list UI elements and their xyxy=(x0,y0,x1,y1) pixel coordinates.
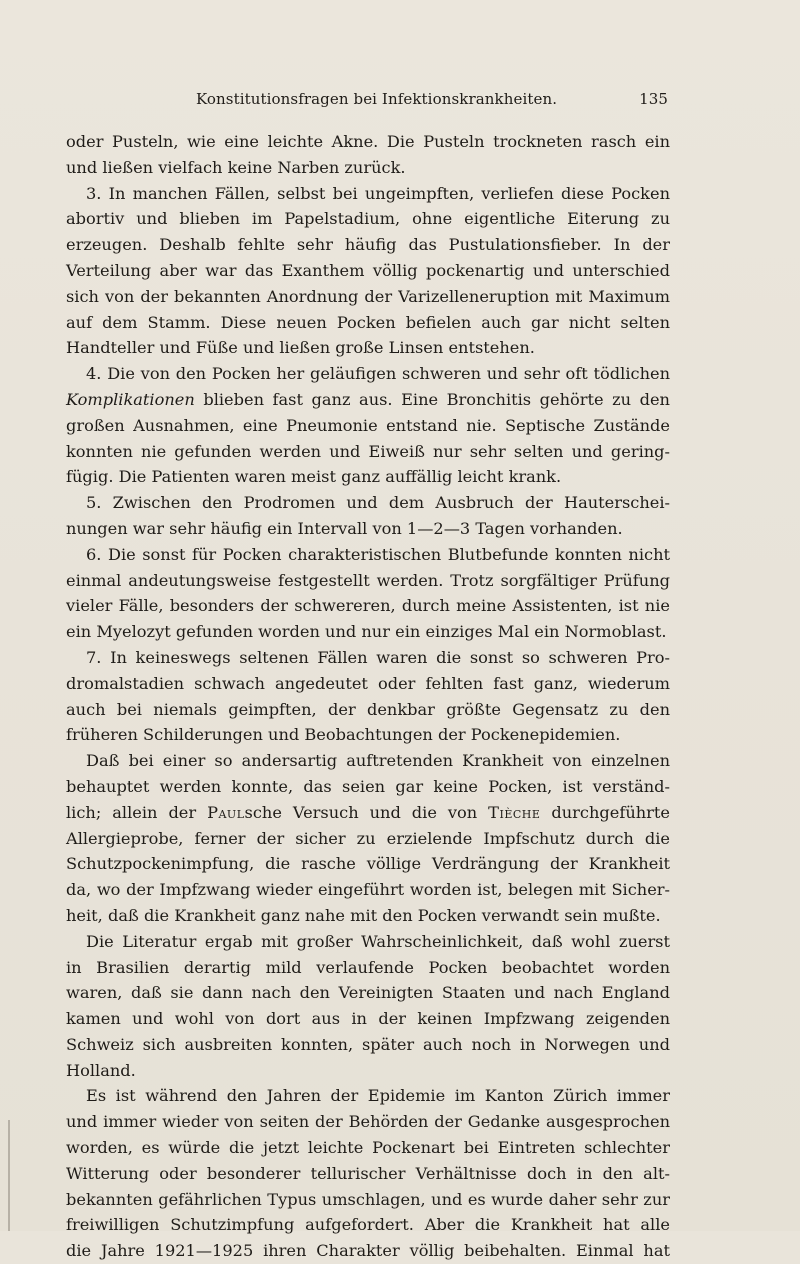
text-line: heit, daß die Krankheit ganz nahe mit den Pocken verwandt sein mußte. xyxy=(66,905,661,925)
text-line: waren, daß sie dann nach den Vereinigten Staaten und nach England xyxy=(66,983,670,1003)
scan-edge-mark xyxy=(8,1120,10,1231)
text-fragment: lich; allein der xyxy=(66,802,208,822)
text-line: sich von der bekannten Anordnung der Varizelleneruption mit Maximum xyxy=(66,286,670,306)
text-fragment: durchgeführte xyxy=(540,802,670,822)
text-line: da, wo der Impfzwang wieder eingeführt worden ist, belegen mit Sicher- xyxy=(66,880,670,900)
text-line: 4. Die von den Pocken her geläufigen schweren und sehr oft tödlichen xyxy=(86,364,670,384)
text-line: Witterung oder besonderer tellurischer Verhältnisse doch in den alt- xyxy=(66,1163,670,1183)
text-line: dromalstadien schwach angedeutet oder fehlten fast ganz, wiederum xyxy=(66,673,670,693)
text-line: großen Ausnahmen, eine Pneumonie entstand nie. Septische Zustände xyxy=(66,415,670,435)
text-line: nungen war sehr häufig ein Intervall von 1—2—3 Tagen vorhanden. xyxy=(66,518,623,538)
italic-term: Komplikationen xyxy=(66,389,195,409)
text-line: in Brasilien derartig mild verlaufende Pocken beobachtet worden xyxy=(66,957,670,977)
text-line: einmal andeutungsweise festgestellt werden. Trotz sorgfältiger Prüfung xyxy=(66,570,670,590)
text-line: bekannten gefährlichen Typus umschlagen, und es wurde daher sehr zur xyxy=(66,1189,670,1209)
text-line: früheren Schilderungen und Beobachtungen der Pockenepidemien. xyxy=(66,725,621,745)
text-line: Allergieprobe, ferner der sicher zu erzielende Impfschutz durch die xyxy=(66,828,670,848)
text-line: kamen und wohl von dort aus in der keinen Impfzwang zeigenden xyxy=(66,1009,670,1029)
text-line: konnten nie gefunden werden und Eiweiß nur sehr selten und gering- xyxy=(66,441,670,461)
text-line: 3. In manchen Fällen, selbst bei ungeimpften, verliefen diese Pocken xyxy=(86,183,670,203)
text-fragment: sche Versuch und die von xyxy=(244,802,489,822)
text-line: Schutzpockenimpfung, die rasche völlige Verdrängung der Krankheit xyxy=(66,854,670,874)
text-line: Verteilung aber war das Exanthem völlig pockenartig und unterschied xyxy=(66,260,670,280)
text-line: und immer wieder von seiten der Behörden der Gedanke ausgesprochen xyxy=(66,1112,670,1132)
text-line: auch bei niemals geimpften, der denkbar größte Gegensatz zu den xyxy=(66,699,670,719)
author-name-paul: Paul xyxy=(207,802,245,822)
text-line: freiwilligen Schutzimpfung aufgefordert. Aber die Krankheit hat alle xyxy=(66,1215,670,1235)
text-line: erzeugen. Deshalb fehlte sehr häufig das Pustulationsfieber. In der xyxy=(66,235,670,255)
text-line: die Jahre 1921—1925 ihren Charakter völlig beibehalten. Einmal hat xyxy=(66,1241,670,1261)
text-line: 5. Zwischen den Prodromen und dem Ausbruch der Hauterschei- xyxy=(86,493,670,513)
text-line: fügig. Die Patienten waren meist ganz auffällig leicht krank. xyxy=(66,467,562,487)
text-line: Es ist während den Jahren der Epidemie im Kanton Zürich immer xyxy=(86,1086,670,1106)
text-line: ein Myelozyt gefunden worden und nur ein einziges Mal ein Normoblast. xyxy=(66,622,667,642)
text-line: Handteller und Füße und ließen große Linsen entstehen. xyxy=(66,338,535,358)
text-line: Daß bei einer so andersartig auftretenden Krankheit von einzelnen xyxy=(86,751,670,771)
text-line: vieler Fälle, besonders der schwereren, durch meine Assistenten, ist nie xyxy=(66,596,670,616)
text-line: abortiv und blieben im Papelstadium, ohne eigentliche Eiterung zu xyxy=(66,209,670,229)
text-line xyxy=(66,800,670,826)
text-line: worden, es würde die jetzt leichte Pockenart bei Eintreten schlechter xyxy=(66,1138,670,1158)
body-text xyxy=(66,129,670,1264)
text-line: Holland. xyxy=(66,1060,136,1080)
text-fragment: blieben fast ganz aus. Eine Bronchitis gehörte zu den xyxy=(194,389,670,409)
running-header xyxy=(66,90,668,114)
text-line xyxy=(66,387,670,413)
text-line: und ließen vielfach keine Narben zurück. xyxy=(66,157,406,177)
text-line: behauptet werden konnte, das seien gar keine Pocken, ist verständ- xyxy=(66,776,670,796)
text-line: Die Literatur ergab mit großer Wahrscheinlichkeit, daß wohl zuerst xyxy=(86,931,670,951)
author-name-tieche: Tièche xyxy=(488,802,541,822)
running-title: Konstitutionsfragen bei Infektionskrankheiten. xyxy=(196,90,558,108)
text-line: 6. Die sonst für Pocken charakteristischen Blutbefunde konnten nicht xyxy=(86,544,670,564)
text-line: auf dem Stamm. Diese neuen Pocken befielen auch gar nicht selten xyxy=(66,312,670,332)
page-number: 135 xyxy=(639,90,668,108)
text-line: 7. In keineswegs seltenen Fällen waren die sonst so schweren Pro- xyxy=(86,647,670,667)
text-line: Schweiz sich ausbreiten konnten, später auch noch in Norwegen und xyxy=(66,1034,670,1054)
text-line: oder Pusteln, wie eine leichte Akne. Die Pusteln trockneten rasch ein xyxy=(66,132,670,151)
